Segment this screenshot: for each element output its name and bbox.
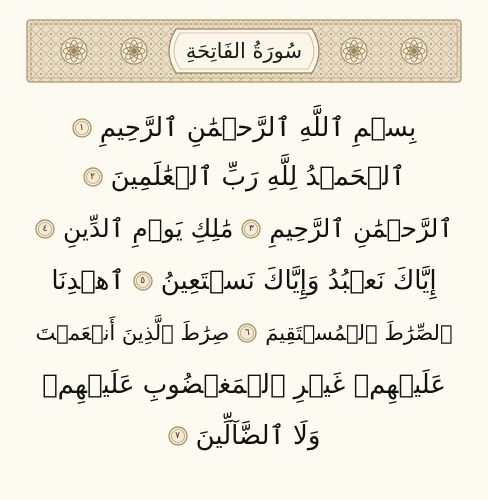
verse-text: عَلَيۡهِمۡ غَيۡرِ ٱلۡمَغۡضُوبِ عَلَيۡهِمۡ [42, 370, 446, 400]
verse-line [30, 259, 458, 303]
verse-text: ٱلصِّرَٰطَ ٱلۡمُسۡتَقِيمَ [265, 321, 453, 345]
verse-text: مَٰلِكِ يَوۡمِ ٱلدِّينِ [62, 214, 234, 243]
verse-text: ٱلرَّحۡمَٰنِ ٱلرَّحِيمِ [269, 214, 454, 243]
ayah-end-marker-icon [72, 118, 92, 138]
verse-text: ٱلۡحَمۡدُ لِلَّهِ رَبِّ ٱلۡعَٰلَمِينَ [110, 162, 406, 192]
ayah-end-marker-icon [83, 167, 103, 187]
verse-line [30, 106, 458, 150]
verse-text: إِيَّاكَ نَعۡبُدُ وَإِيَّاكَ نَسۡتَعِينُ [160, 266, 437, 296]
verse-text: وَلَا ٱلضَّآلِّينَ [195, 421, 321, 451]
verse-line [30, 155, 458, 199]
ayah-number: ٣ [248, 223, 254, 234]
surah-title: سُورَةُ الفَاتِحَةِ [185, 39, 303, 63]
verse-text: بِسۡمِ ٱللَّهِ ٱلرَّحۡمَٰنِ ٱلرَّحِيمِ [99, 113, 417, 143]
verse-block [30, 0, 458, 500]
verse-line [30, 363, 458, 407]
ayah-number: ٧ [175, 430, 180, 441]
verse-line [30, 414, 458, 458]
verse-line [30, 207, 458, 251]
ayah-number: ٤ [42, 223, 48, 234]
ayah-end-marker-icon [35, 219, 55, 239]
verse-text: ٱهۡدِنَا [51, 266, 125, 296]
ayah-number: ١ [79, 122, 85, 133]
ayah-number: ٦ [244, 327, 250, 338]
ayah-number: ٢ [90, 171, 96, 182]
ayah-end-marker-icon [237, 323, 257, 343]
verse-line [30, 311, 458, 355]
ayah-end-marker-icon [133, 271, 153, 291]
ayah-end-marker-icon [168, 426, 188, 446]
ayah-end-marker-icon [241, 219, 261, 239]
ayah-number: ٥ [140, 275, 146, 286]
verse-text: صِرَٰطَ ٱلَّذِينَ أَنۡعَمۡتَ [35, 321, 230, 345]
